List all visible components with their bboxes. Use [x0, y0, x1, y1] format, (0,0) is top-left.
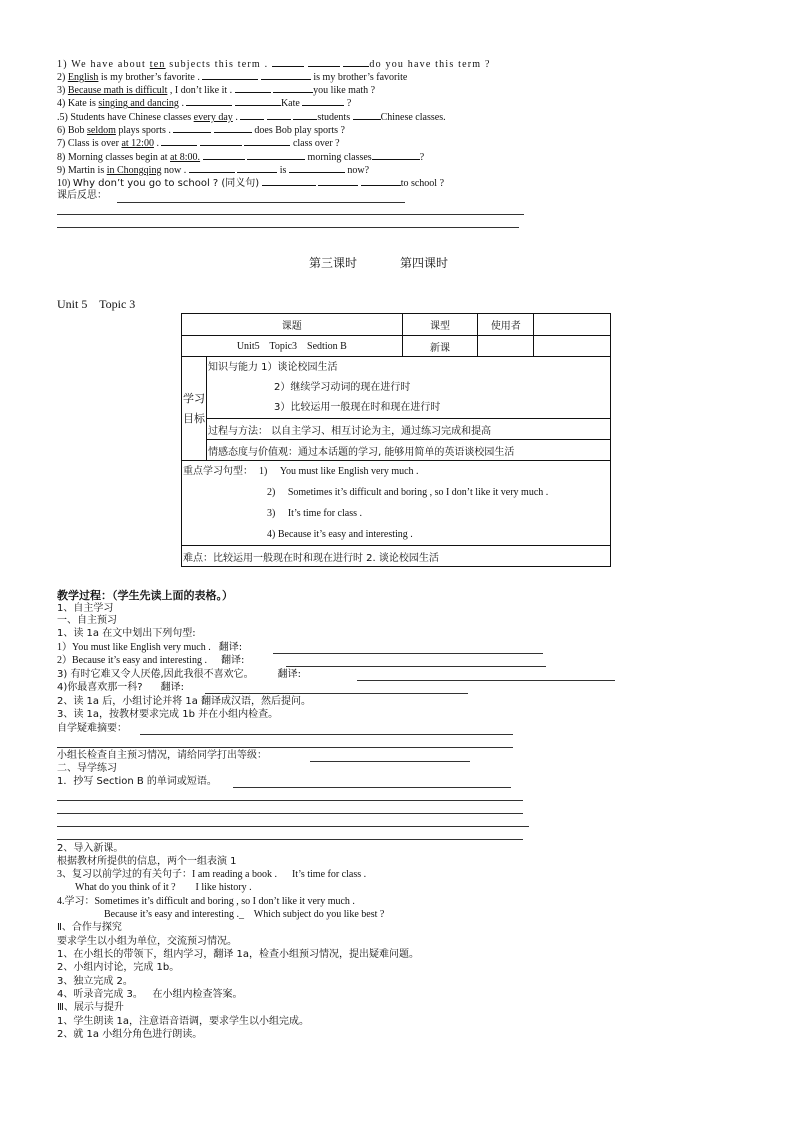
- copy-words: 1．抄写 Section B 的单词或短语。: [57, 776, 217, 787]
- sentence-1: 1）You must like English very much . 翻译:: [57, 642, 243, 653]
- reflection-line-1[interactable]: [117, 202, 405, 203]
- doubt-label: 自学疑难摘要：: [57, 723, 127, 734]
- goal-knowledge: 知识与能力 1）谈论校园生活 2）继续学习动词的现在进行时 3）比较运用一般现在时和现在进行时: [206, 357, 610, 419]
- translate-line-2[interactable]: [286, 666, 546, 667]
- sentence-4: 4)你最喜欢那一科? 翻译:: [57, 682, 184, 693]
- leader-check: 小组长检查自主预习情况，请给同学打出等级：: [57, 750, 267, 761]
- cell-empty-2: [534, 336, 611, 357]
- doubt-line-2[interactable]: [57, 747, 513, 748]
- sentence-2: 2）Because it’s easy and interesting . 翻译:: [57, 655, 245, 666]
- present-2: 2、就 1a 小组分角色进行朗读。: [57, 1029, 203, 1040]
- exercise-2: 2) English is my brother’s favorite . is my brother’s favorite: [57, 72, 408, 83]
- cell-type: 新课: [402, 336, 478, 357]
- header-type: 课型: [402, 314, 478, 336]
- lesson-heading-left: 第三课时: [309, 256, 358, 270]
- reflection-line-3[interactable]: [57, 227, 519, 228]
- goal-label: 学习 目标: [182, 357, 207, 461]
- copy-line-5[interactable]: [57, 839, 523, 840]
- translate-line-1[interactable]: [273, 653, 543, 654]
- key-sentences: 重点学习句型： 1) You must like English very much . 2) Sometimes it’s difficult and boring , so I don’t like it very much . 3) It’s time for class . 4) Because it’s easy and interesting .: [182, 461, 611, 546]
- reflection-label: 课后反思：: [57, 190, 107, 201]
- copy-line-2[interactable]: [57, 800, 523, 801]
- step-3: 3、读 1a，按教材要求完成 1b 并在小组内检查。: [57, 709, 279, 720]
- exercise-3: 3) Because math is difficult , I don’t like it . you like math ?: [57, 85, 376, 96]
- coop-1: 1、在小组长的带领下，组内学习，翻译 1a，检查小组预习情况，提出疑难问题。: [57, 949, 420, 960]
- cell-topic: Unit5 Topic3 Sedtion B: [182, 336, 403, 357]
- translate-line-4[interactable]: [205, 693, 468, 694]
- present-1: 1、学生朗读 1a，注意语音语调，要求学生以小组完成。: [57, 1016, 310, 1027]
- goal-process: 过程与方法： 以自主学习、相互讨论为主，通过练习完成和提高: [206, 419, 610, 440]
- cell-empty: [534, 314, 611, 336]
- perform: 根据教材所提供的信息，两个一组表演 1: [57, 856, 237, 867]
- header-user: 使用者: [478, 314, 534, 336]
- step-2: 2、读 1a 后，小组讨论并将 1a 翻译成汉语，然后提问。: [57, 696, 312, 707]
- exercise-10: 10) Why don’t you go to school ? (同义句) to school ?: [57, 178, 445, 189]
- doubt-line-1[interactable]: [140, 734, 513, 735]
- coop-4: 4、听录音完成 3。 在小组内检查答案。: [57, 989, 243, 1000]
- exercise-1: 1) We have about ten subjects this term . do you have this term ?: [57, 59, 491, 70]
- exercise-7: 7) Class is over at 12:00 . class over ?: [57, 138, 340, 149]
- difficulty: 难点：比较运用一般现在时和现在进行时 2. 谈论校园生活: [182, 546, 611, 567]
- coop-3: 3、独立完成 2。: [57, 976, 133, 987]
- lesson-table: [181, 313, 611, 567]
- sentence-3: 3) 有时它难又令人厌倦,因此我很不喜欢它。 翻译:: [57, 669, 301, 680]
- copy-line-3[interactable]: [57, 813, 523, 814]
- cooperation: 要求学生以小组为单位，交流预习情况。: [57, 936, 237, 947]
- process-title: 教学过程：（学生先读上面的表格。）: [57, 589, 233, 602]
- coop-2: 2、小组内讨论，完成 1b。: [57, 962, 180, 973]
- copy-line-1[interactable]: [233, 787, 511, 788]
- exercise-6: 6) Bob seldom plays sports . does Bob play sports ?: [57, 125, 345, 136]
- review-a: 3、复习以前学过的有关句子：I am reading a book . It’s time for class .: [57, 869, 367, 880]
- section-1: 1、自主学习: [57, 603, 114, 614]
- cell-user: [478, 336, 534, 357]
- section-1a: 一、自主预习: [57, 615, 117, 626]
- exercise-9: 9) Martin is in Chongqing now . is now?: [57, 165, 370, 176]
- lesson-heading-right: 第四课时: [400, 256, 449, 270]
- reflection-line-2[interactable]: [57, 214, 524, 215]
- goal-emotion: 情感态度与价值观：通过本话题的学习, 能够用简单的英语谈校园生活: [206, 440, 610, 461]
- new-lesson: 2、导入新课。: [57, 843, 124, 854]
- read-1a: 1、读 1a 在文中划出下列句型:: [57, 628, 196, 639]
- learn-b: Because it’s easy and interesting ._ Which subject do you like best ?: [104, 909, 385, 920]
- exercise-8: 8) Morning classes begin at at 8:00. morning classes ?: [57, 152, 425, 163]
- copy-line-4[interactable]: [57, 826, 529, 827]
- section-2: 二、导学练习: [57, 763, 117, 774]
- section-3: Ⅱ、合作与探究: [57, 922, 122, 933]
- exercise-5: .5) Students have Chinese classes every day . students Chinese classes.: [57, 112, 446, 123]
- review-b: What do you think of it ? I like history .: [75, 882, 252, 893]
- exercise-4: 4) Kate is singing and dancing . Kate ?: [57, 98, 352, 109]
- learn-a: 4.学习：Sometimes it’s difficult and boring , so I don’t like it very much .: [57, 896, 355, 907]
- section-4: Ⅲ、展示与提升: [57, 1002, 124, 1013]
- unit-topic: Unit 5 Topic 3: [57, 297, 136, 311]
- header-topic: 课题: [182, 314, 403, 336]
- translate-line-3[interactable]: [357, 680, 615, 681]
- grade-line[interactable]: [310, 761, 470, 762]
